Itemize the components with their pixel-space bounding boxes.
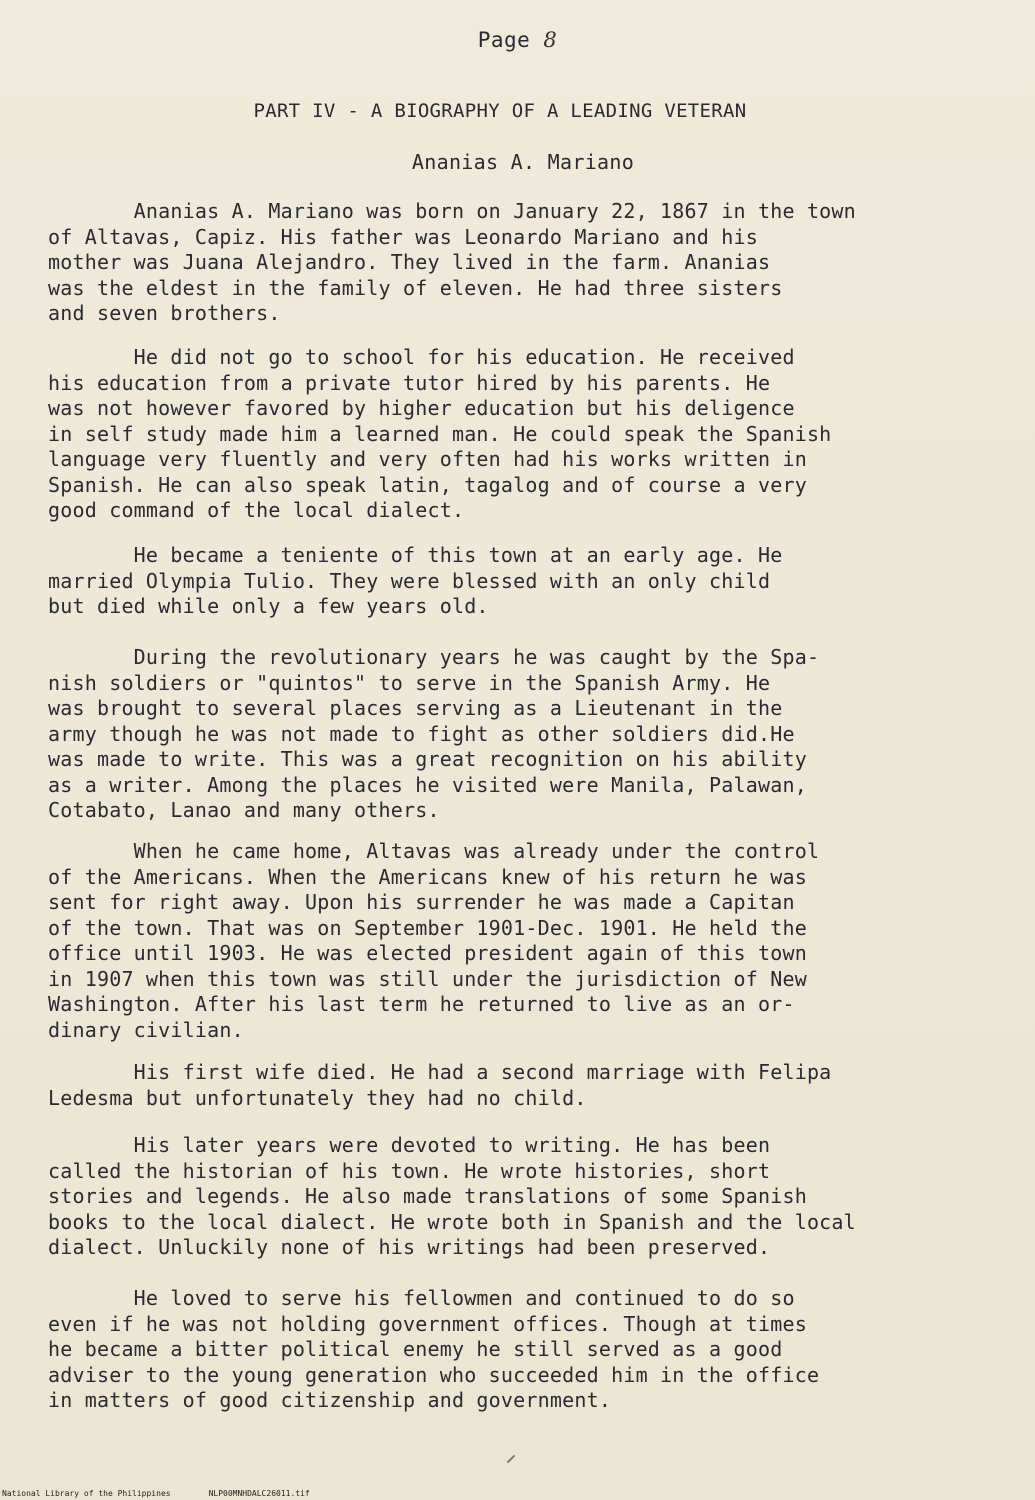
footer-institution: National Library of the Philippines: [2, 1489, 171, 1498]
page-number: 8: [543, 28, 558, 52]
pen-mark: [507, 1455, 515, 1463]
paragraph-service: He loved to serve his fellowmen and continued to do so even if he was not holding government offices. Though at times he became a bitter political enemy he still served as a good adviser to the young generation who succeeded him in the office in matters of good citizenship and government.: [48, 1286, 820, 1412]
page-number-header: [0, 28, 1035, 52]
paragraph-marriage: He became a teniente of this town at an early age. He married Olympia Tulio. They were blessed with an only child but died while only a few years old.: [48, 543, 783, 618]
paragraph-education: He did not go to school for his education. He received his education from a private tutor hired by his parents. He was not however favored by higher education but his deligence in self study made him a learned man. He could speak the Spanish language very fluently and very often had his works written in Spanish. He can also speak latin, tagalog and of course a very good command of the local dialect.: [48, 345, 832, 522]
paragraph-writing: His later years were devoted to writing. He has been called the historian of his town. He wrote histories, short stories and legends. He also made translations of some Spanish books to the local dialect. He wrote both in Spanish and the local dialect. Unluckily none of his writings had been preserved.: [48, 1133, 856, 1259]
scan-footer: [2, 1489, 348, 1498]
paragraph-second-marriage: His first wife died. He had a second marriage with Felipa Ledesma but unfortunately they had no child.: [48, 1060, 832, 1110]
paragraph-birth: Ananias A. Mariano was born on January 22, 1867 in the town of Altavas, Capiz. His father was Leonardo Mariano and his mother was Juana Alejandro. They lived in the farm. Ananias was the eldest in the family of eleven. He had three sisters and seven brothers.: [48, 199, 856, 325]
paragraph-revolution: During the revolutionary years he was caught by the Spa- nish soldiers or "quintos" to serve in the Spanish Army. He was brought to several places serving as a Lieutenant in the army though he was not made to fight as other soldiers did.He was made to write. This was a great recognition on his ability as a writer. Among the places he visited were Manila, Palawan, Cotabato, Lanao and many others.: [48, 645, 820, 822]
footer-filename: NLP00MNHDALC26011.tif: [208, 1489, 310, 1498]
subject-name: Ananias A. Mariano: [411, 150, 635, 174]
paragraph-americans: When he came home, Altavas was already under the control of the Americans. When the Americans knew of his return he was sent for right away. Upon his surrender he was made a Capitan of the town. That was on September 1901-Dec. 1901. He held the office until 1903. He was elected president again of this town in 1907 when this town was still under the jurisdiction of New Washington. After his last term he returned to live as an or- dinary civilian.: [48, 839, 820, 1042]
page-label: Page: [477, 28, 531, 52]
part-title: PART IV - A BIOGRAPHY OF A LEADING VETERAN: [253, 100, 747, 122]
